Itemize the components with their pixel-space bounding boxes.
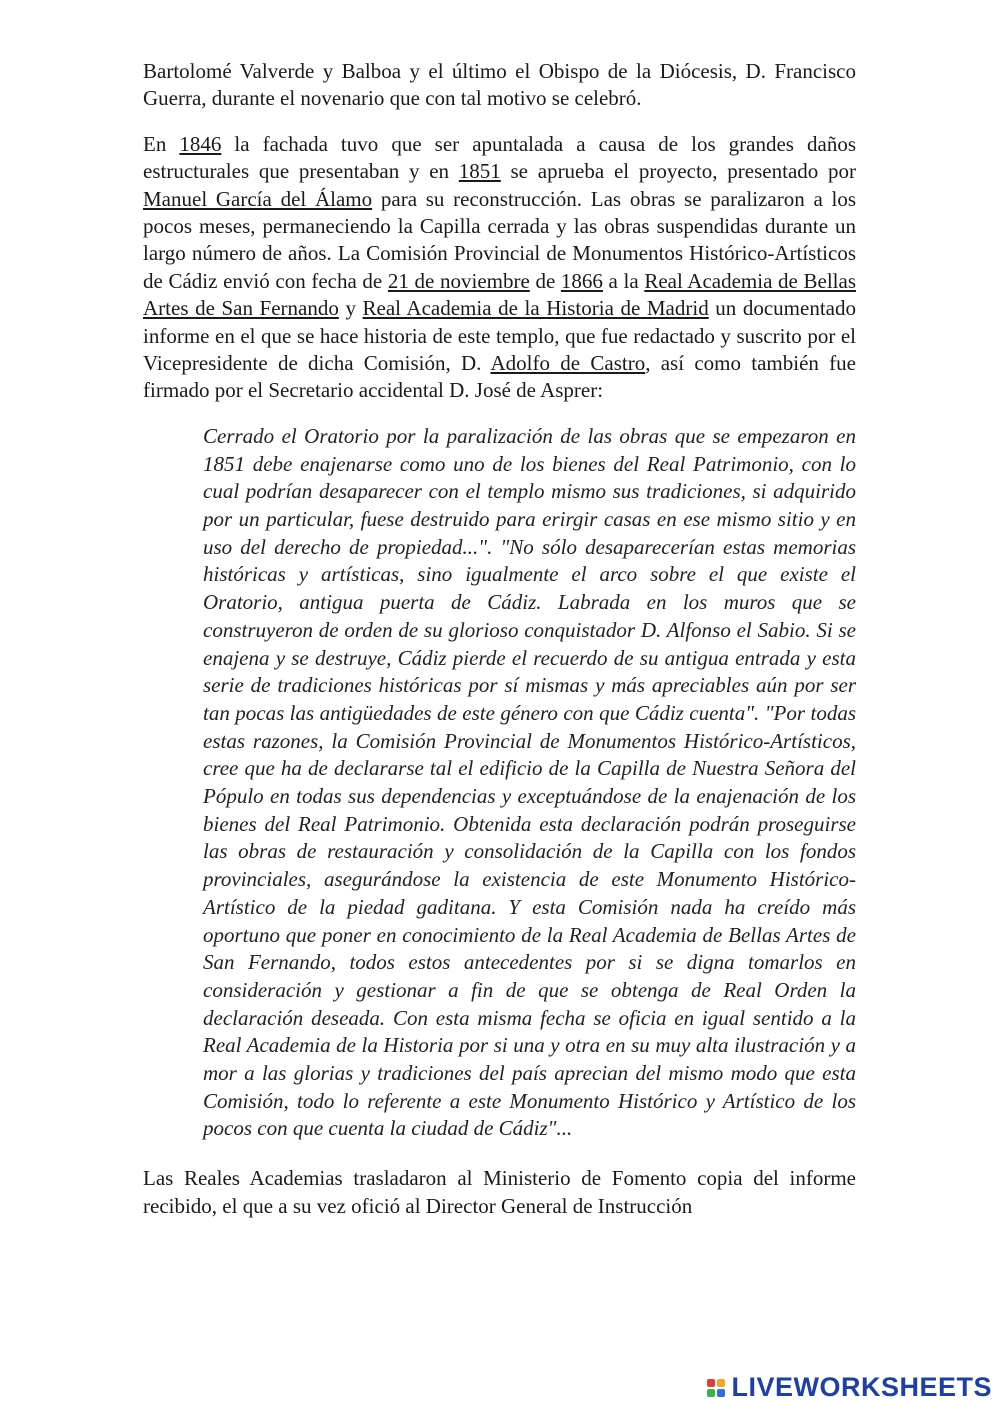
logo-square-orange — [717, 1379, 725, 1387]
link-1851[interactable]: 1851 — [458, 159, 501, 184]
logo-square-red — [707, 1379, 715, 1387]
link-1866[interactable]: 1866 — [560, 268, 603, 293]
liveworksheets-watermark — [707, 1372, 992, 1403]
block-quote — [203, 423, 856, 1143]
paragraph-2 — [143, 131, 856, 405]
link-21-de-noviembre[interactable]: 21 de noviembre — [387, 268, 530, 293]
paragraph-2-text: para su reconstrucción. Las obras se paralizaron a los pocos meses, permaneciendo la Capilla cerrada y las obras suspendidas durante un largo número de años. La Comisión Provincial de Monumentos Histórico-Artísticos de Cádiz envió con fecha de — [143, 186, 857, 293]
document-page — [143, 58, 856, 1220]
logo-square-green — [707, 1389, 715, 1397]
paragraph-2-text: de — [529, 268, 561, 293]
logo-square-blue — [717, 1389, 725, 1397]
paragraph-1-text: Bartolomé Valverde y Balboa y el último el Obispo de la Diócesis, D. Francisco Guerra, durante el novenario que con tal motivo se celebró. — [143, 59, 856, 111]
block-quote-text: Cerrado el Oratorio por la paralización de las obras que se empezaron en 1851 debe enajenarse como uno de los bienes del Real Patrimonio, con lo cual podrían desaparecer con el templo mismo sus tradiciones, si adquirido por un particular, fuese destruido para erirgir casas en ese mismo sitio y en uso del derecho de propiedad...". "No sólo desaparecerían estas memorias históricas y artísticas, sino igualmente el arco sobre el que existe el Oratorio, antigua puerta de Cádiz. Labrada en los muros que se construyeron de orden de su glorioso conquistador D. Alfonso el Sabio. Si se enajena y se destruye, Cádiz pierde el recuerdo de su antigua entrada y esta serie de tradiciones históricas por sí mismas y más apreciables aún por ser tan pocas las antigüedades de este género con que Cádiz cuenta". "Por todas estas razones, la Comisión Provincial de Monumentos Histórico-Artísticos, cree que ha de declararse tal el edificio de la Capilla de Nuestra Señora del Pópulo en todas sus dependencias y exceptuándose de la enajenación de los bienes del Real Patrimonio. Obtenida esta declaración podrán proseguirse las obras de restauración y consolidación de la Capilla con los fondos provinciales, asegurándose la existencia de este Monumento Histórico-Artístico de la piedad gaditana. Y esta Comisión nada ha creído más oportuno que poner en conocimiento de la Real Academia de Bellas Artes de San Fernando, todos estos antecedentes por si se digna tomarlos en consideración y gestionar a fin de que se obtenga de Real Orden la declaración deseada. Con esta misma fecha se oficia en igual sentido a la Real Academia de la Historia por si una y otra en su muy alta ilustración y a mor a las glorias y tradiciones del país aprecian del mismo modo que esta Comisión, todo lo referente a este Monumento Histórico y Artístico de los pocos con que cuenta la ciudad de Cádiz"... — [203, 423, 856, 1141]
paragraph-2-text: En — [143, 131, 180, 156]
paragraph-3 — [143, 1165, 856, 1220]
link-adolfo-de-castro[interactable]: Adolfo de Castro — [490, 351, 646, 376]
paragraph-2-text: se aprueba el proyecto, presentado por — [500, 159, 857, 184]
paragraph-3-text: Las Reales Academias trasladaron al Ministerio de Fomento copia del informe recibido, el que a su vez ofició al Director General de Instrucción — [143, 1166, 856, 1218]
paragraph-2-text: la fachada tuvo que ser apuntalada a causa de los grandes daños estructurales que presentaban y en — [143, 131, 857, 184]
link-real-academia-bellas-artes[interactable]: Real Academia de Bellas Artes de San Fernando — [143, 268, 856, 321]
liveworksheets-label: LIVEWORKSHEETS — [731, 1372, 992, 1402]
paragraph-2-text: un documentado informe en el que se hace historia de este templo, que fue redactado y suscrito por el Vicepresidente de dicha Comisión, D. — [143, 296, 856, 376]
paragraph-2-text: , así como también fue firmado por el Secretario accidental D. José de Asprer: — [143, 351, 856, 403]
liveworksheets-logo-icon — [707, 1379, 725, 1397]
link-1846[interactable]: 1846 — [179, 131, 222, 156]
link-real-academia-historia[interactable]: Real Academia de la Historia de Madrid — [362, 296, 709, 321]
link-manuel-garcia-del-alamo[interactable]: Manuel García del Álamo — [143, 186, 373, 211]
paragraph-2-text: a la — [602, 268, 645, 293]
paragraph-1 — [143, 58, 856, 113]
paragraph-2-text: y — [338, 296, 363, 321]
